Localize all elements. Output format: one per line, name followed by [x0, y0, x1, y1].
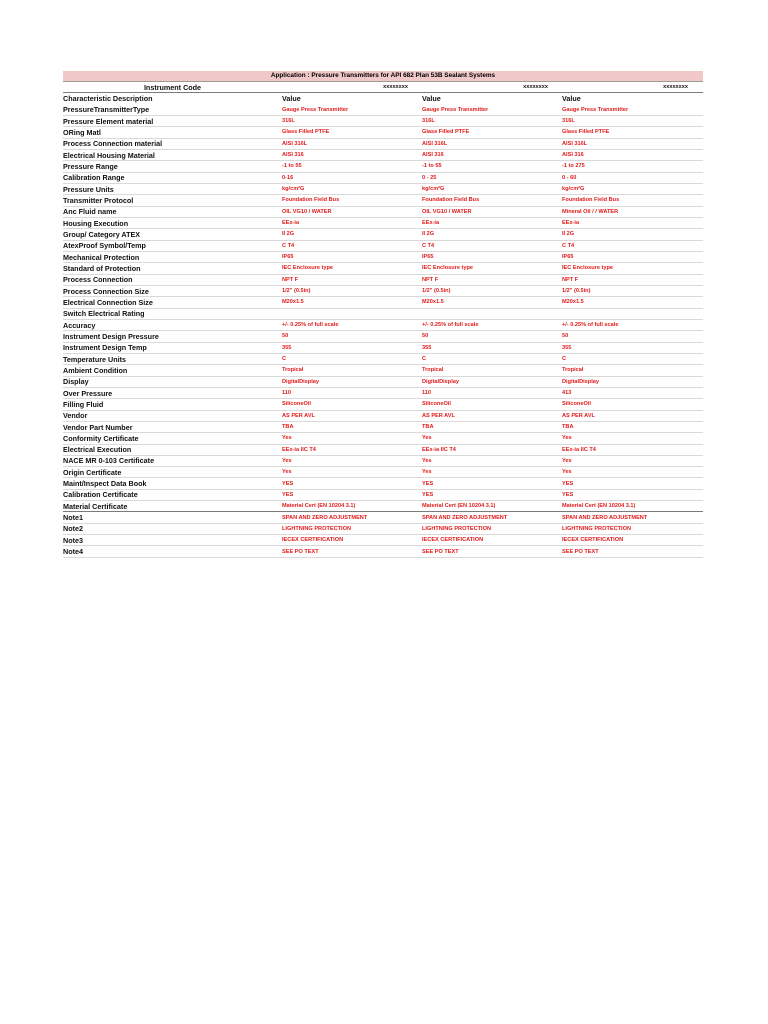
table-row [63, 524, 703, 535]
row-value-1: LIGHTNING PROTECTION [282, 525, 351, 532]
row-label: Ambient Condition [63, 365, 128, 375]
row-label: Standard of Protection [63, 263, 141, 273]
row-value-3: IEC Enclosure type [562, 265, 613, 272]
row-value-3: SiliconeOil [562, 401, 591, 408]
table-row [63, 116, 703, 127]
row-value-1: AISI 316L [282, 140, 308, 147]
row-value-2: C [422, 356, 427, 363]
row-value-1: AISI 316 [282, 152, 304, 159]
instrument-code-row [63, 82, 703, 93]
row-value-2: SEE PO TEXT [422, 548, 459, 555]
row-value-3: AISI 316 [562, 152, 584, 159]
table-row [63, 150, 703, 161]
table-row [63, 320, 703, 331]
row-value-3: Material Cert (EN 10204 3.1) [562, 503, 636, 510]
row-label: Note1 [63, 513, 83, 523]
row-value-3: +/- 0.25% of full scale [562, 322, 619, 329]
row-value-2: 316L [422, 118, 435, 125]
row-value-1: EEx-ia [282, 220, 300, 227]
row-value-2: EEx-ia IIC T4 [422, 446, 456, 453]
row-label: Material Certificate [63, 501, 128, 511]
table-row [63, 478, 703, 489]
row-label: Over Pressure [63, 388, 113, 398]
table-row [63, 195, 703, 206]
row-value-3: 316L [562, 118, 575, 125]
row-value-1: +/- 0.25% of full scale [282, 322, 339, 329]
row-label: AtexProof Symbol/Temp [63, 241, 146, 251]
row-value-2: YES [422, 491, 434, 498]
row-value-2: 355 [422, 344, 432, 351]
row-value-3: Tropical [562, 367, 584, 374]
row-value-2: kg/cm²G [422, 186, 445, 193]
row-label: Housing Execution [63, 218, 129, 228]
row-value-1: kg/cm²G [282, 186, 305, 193]
row-label: NACE MR 0-103 Certificate [63, 456, 155, 466]
row-label: Pressure Units [63, 184, 114, 194]
row-value-3: EEx-ia [562, 220, 580, 227]
row-value-3: Yes [562, 469, 572, 476]
row-value-2: Glass Filled PTFE [422, 129, 470, 136]
row-label: Note3 [63, 535, 83, 545]
row-value-3: C T4 [562, 242, 575, 249]
row-value-2: AISI 316 [422, 152, 444, 159]
row-label: Electrical Execution [63, 445, 132, 455]
row-value-2: TBA [422, 424, 434, 430]
row-value-3: Gauge Press Transmitter [562, 106, 629, 113]
row-value-3: kg/cm²G [562, 186, 585, 193]
row-value-2: -1 to 55 [422, 163, 442, 170]
row-value-3: -1 to 275 [562, 163, 585, 170]
table-row [63, 218, 703, 229]
row-value-2: LIGHTNING PROTECTION [422, 525, 491, 532]
spec-rows [63, 105, 703, 558]
table-row [63, 456, 703, 467]
row-value-3: SEE PO TEXT [562, 548, 599, 555]
row-value-3: EEx-ia IIC T4 [562, 446, 596, 453]
row-value-3: DigitalDisplay [562, 378, 599, 385]
row-label: Process Connection material [63, 139, 163, 149]
row-value-1: Foundation Field Bus [282, 197, 340, 204]
table-row [63, 229, 703, 240]
table-row [63, 184, 703, 195]
row-value-3: AS PER AVL [562, 412, 595, 419]
table-row [63, 433, 703, 444]
row-value-3: SPAN AND ZERO ADJUSTMENT [562, 514, 648, 521]
row-value-3: Yes [562, 457, 572, 464]
instrument-code-1: xxxxxxxx [383, 84, 408, 91]
row-value-1: 0-16 [282, 174, 294, 181]
row-value-1: SEE PO TEXT [282, 548, 319, 555]
row-value-2: YES [422, 480, 434, 487]
row-value-3: IECEX CERTIFICATION [562, 537, 624, 544]
table-row [63, 445, 703, 456]
table-row [63, 467, 703, 478]
row-label: Pressure Range [63, 161, 118, 171]
row-value-3: 355 [562, 344, 572, 351]
row-label: Vendor Part Number [63, 422, 133, 432]
row-value-1: -1 to 55 [282, 163, 302, 170]
row-value-2: IP65 [422, 254, 434, 261]
row-value-3: LIGHTNING PROTECTION [562, 525, 631, 532]
row-value-1: Yes [282, 435, 292, 442]
row-value-1: NPT F [282, 276, 299, 283]
row-value-2: Foundation Field Bus [422, 197, 480, 204]
row-value-3: 1/2" (0.5in) [562, 288, 591, 295]
row-value-1: Material Cert (EN 10204 3.1) [282, 503, 356, 510]
row-value-2: Material Cert (EN 10204 3.1) [422, 503, 496, 510]
row-label: Pressure Element material [63, 116, 154, 126]
row-value-1: Glass Filled PTFE [282, 129, 330, 136]
row-value-2: Yes [422, 469, 432, 476]
table-row [63, 207, 703, 218]
row-value-2: 110 [422, 390, 432, 397]
row-value-2: DigitalDisplay [422, 378, 459, 385]
row-value-2: M20x1.5 [422, 299, 444, 306]
table-row [63, 252, 703, 263]
value-header-2: Value [422, 93, 441, 103]
row-label: Filling Fluid [63, 399, 104, 409]
row-value-1: SPAN AND ZERO ADJUSTMENT [282, 514, 368, 521]
table-row [63, 422, 703, 433]
table-row [63, 490, 703, 501]
table-row [63, 501, 703, 512]
row-value-1: 50 [282, 333, 289, 340]
row-value-1: Gauge Press Transmitter [282, 106, 349, 113]
row-label: Temperature Units [63, 354, 126, 364]
row-value-1: DigitalDisplay [282, 378, 319, 385]
row-value-2: IECEX CERTIFICATION [422, 537, 484, 544]
row-value-2: OIL VG10 / WATER [422, 208, 472, 215]
row-label: Group/ Category ATEX [63, 229, 141, 239]
row-value-2: II 2G [422, 231, 435, 238]
row-value-1: C T4 [282, 242, 295, 249]
row-value-1: C [282, 356, 287, 363]
row-value-1: Yes [282, 469, 292, 476]
row-value-2: EEx-ia [422, 220, 440, 227]
row-value-2: 0 - 25 [422, 174, 437, 181]
row-label: Switch Electrical Rating [63, 309, 145, 319]
table-row [63, 127, 703, 138]
row-label: Instrument Design Pressure [63, 331, 159, 341]
row-value-3: Yes [562, 435, 572, 442]
spec-sheet [63, 71, 703, 558]
row-value-3: AISI 316L [562, 140, 588, 147]
row-label: Maint/Inspect Data Book [63, 479, 147, 489]
table-row [63, 546, 703, 557]
row-value-1: IP65 [282, 254, 294, 261]
row-value-2: Yes [422, 435, 432, 442]
row-value-1: 1/2" (0.5in) [282, 288, 311, 295]
sheet-title: Application : Pressure Transmitters for API 682 Plan 53B Sealant Systems [63, 71, 703, 82]
row-label: PressureTransmitterType [63, 105, 150, 115]
row-value-2: +/- 0.25% of full scale [422, 322, 479, 329]
table-row [63, 309, 703, 320]
row-value-2: Tropical [422, 367, 444, 374]
row-label: Mechanical Protection [63, 252, 140, 262]
row-label: Note4 [63, 547, 83, 557]
table-row [63, 331, 703, 342]
row-value-1: OIL VG10 / WATER [282, 208, 332, 215]
row-value-1: IEC Enclosure type [282, 265, 333, 272]
row-label: Electrical Housing Material [63, 150, 155, 160]
row-label: Accuracy [63, 320, 96, 330]
table-row [63, 377, 703, 388]
row-value-3: C [562, 356, 567, 363]
table-row [63, 105, 703, 116]
row-value-3: 0 - 60 [562, 174, 577, 181]
row-value-3: M20x1.5 [562, 299, 584, 306]
row-value-2: Yes [422, 457, 432, 464]
table-row [63, 297, 703, 308]
table-row [63, 411, 703, 422]
row-value-1: 110 [282, 390, 292, 397]
row-label: Instrument Design Temp [63, 343, 147, 353]
row-label: Transmitter Protocol [63, 195, 134, 205]
row-value-2: C T4 [422, 242, 435, 249]
row-value-3: Glass Filled PTFE [562, 129, 610, 136]
row-value-1: YES [282, 491, 294, 498]
table-row [63, 275, 703, 286]
row-value-2: NPT F [422, 276, 439, 283]
row-label: Note2 [63, 524, 83, 534]
row-value-2: Gauge Press Transmitter [422, 106, 489, 113]
instrument-code-3: xxxxxxxx [663, 84, 688, 91]
row-value-1: SiliconeOil [282, 401, 311, 408]
row-label: ORing Matl [63, 127, 101, 137]
row-value-1: 355 [282, 344, 292, 351]
column-header-row [63, 93, 703, 104]
row-value-2: SiliconeOil [422, 401, 451, 408]
row-label: Calibration Range [63, 173, 125, 183]
row-value-3: II 2G [562, 231, 575, 238]
row-value-3: YES [562, 491, 574, 498]
row-label: Calibration Certificate [63, 490, 138, 500]
row-value-1: YES [282, 480, 294, 487]
instrument-code-2: xxxxxxxx [523, 84, 548, 91]
row-label: Display [63, 377, 89, 387]
table-row [63, 512, 703, 523]
row-value-2: AISI 316L [422, 140, 448, 147]
table-row [63, 343, 703, 354]
table-row [63, 263, 703, 274]
characteristic-header: Characteristic Description [63, 93, 153, 103]
table-row [63, 535, 703, 546]
table-row [63, 173, 703, 184]
table-row [63, 388, 703, 399]
row-value-2: SPAN AND ZERO ADJUSTMENT [422, 514, 508, 521]
row-value-2: 50 [422, 333, 429, 340]
table-row [63, 139, 703, 150]
row-label: Process Connection [63, 275, 133, 285]
table-row [63, 354, 703, 365]
table-row [63, 399, 703, 410]
row-value-3: 50 [562, 333, 569, 340]
row-label: Origin Certificate [63, 467, 122, 477]
row-value-3: Foundation Field Bus [562, 197, 620, 204]
row-value-3: IP65 [562, 254, 574, 261]
row-label: Process Connection Size [63, 286, 149, 296]
row-value-1: EEx-ia IIC T4 [282, 446, 316, 453]
row-label: Conformity Certificate [63, 433, 139, 443]
row-value-1: II 2G [282, 231, 295, 238]
table-row [63, 241, 703, 252]
row-value-2: 1/2" (0.5in) [422, 288, 451, 295]
row-value-1: TBA [282, 424, 294, 430]
table-row [63, 286, 703, 297]
row-value-2: AS PER AVL [422, 412, 455, 419]
row-value-3: NPT F [562, 276, 579, 283]
row-label: Vendor [63, 411, 88, 421]
table-row [63, 365, 703, 376]
row-value-3: Mineral Oil / / WATER [562, 208, 619, 215]
row-label: Anc Fluid name [63, 207, 117, 217]
row-value-3: YES [562, 480, 574, 487]
row-value-3: TBA [562, 424, 574, 430]
row-value-1: Tropical [282, 367, 304, 374]
row-value-1: 316L [282, 118, 295, 125]
row-label: Electrical Connection Size [63, 297, 153, 307]
value-header-1: Value [282, 93, 301, 103]
row-value-2: IEC Enclosure type [422, 265, 473, 272]
table-row [63, 161, 703, 172]
value-header-3: Value [562, 93, 581, 103]
row-value-1: IECEX CERTIFICATION [282, 537, 344, 544]
row-value-1: Yes [282, 457, 292, 464]
row-value-1: AS PER AVL [282, 412, 315, 419]
row-value-3: 413 [562, 390, 572, 397]
row-value-1: M20x1.5 [282, 299, 304, 306]
instrument-code-label: Instrument Code [143, 82, 202, 92]
